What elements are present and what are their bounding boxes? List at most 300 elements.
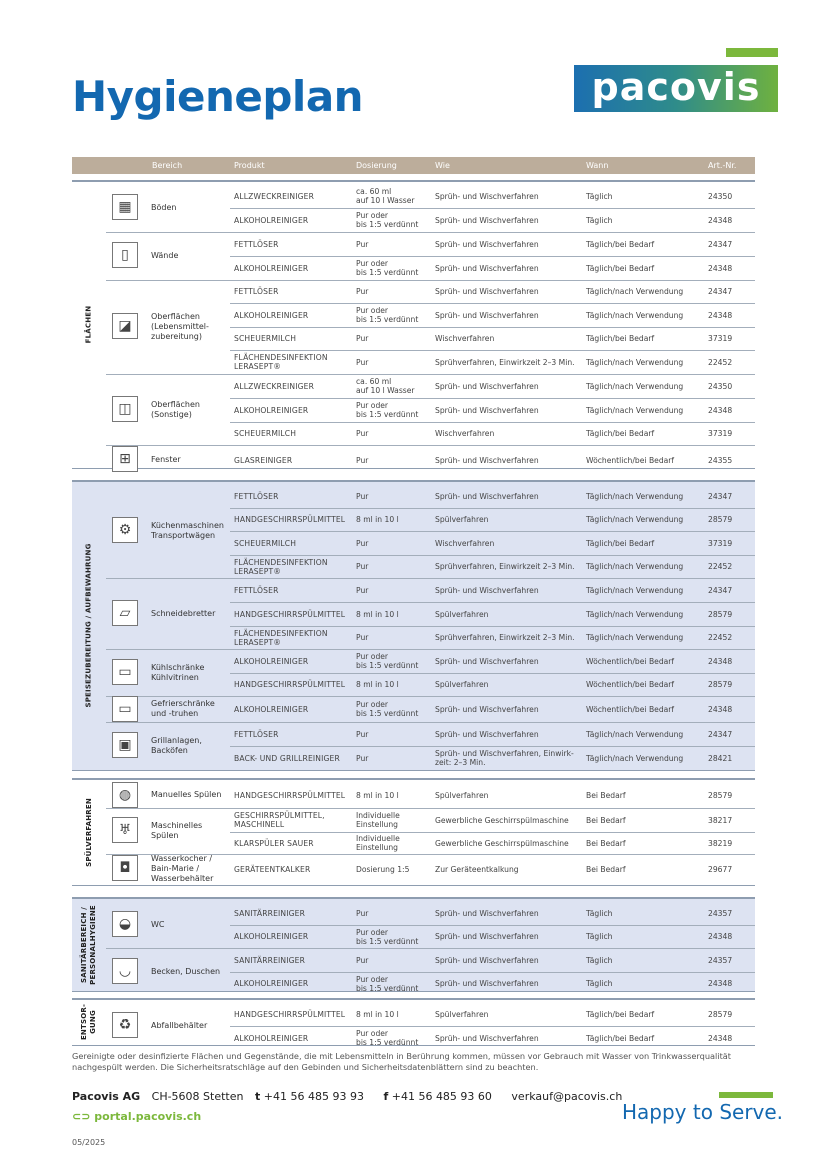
- table-row: [230, 782, 755, 808]
- dosage-cell: ca. 60 ml auf 10 l Wasser: [356, 187, 415, 205]
- section-label-text: SANITÄRBEREICH / PERSONALHYGIENE: [80, 904, 98, 985]
- area-name: Küchenmaschinen Transportwägen: [151, 521, 224, 540]
- article-number-cell: 24348: [708, 263, 733, 273]
- product-cell: BACK- UND GRILLREINIGER: [234, 753, 340, 763]
- window-icon: ⊞: [112, 446, 138, 472]
- area-name: Becken, Duschen: [151, 966, 221, 976]
- slogan-accent-bar: [719, 1092, 773, 1098]
- dosage-cell: Individuelle Einstellung: [356, 834, 400, 852]
- frequency-cell: Täglich/nach Verwendung: [586, 491, 684, 501]
- kitchen-machine-icon: ⚙: [112, 517, 138, 543]
- area-name: WC: [151, 919, 165, 929]
- dosage-cell: 8 ml in 10 l: [356, 1009, 399, 1019]
- frequency-cell: Wöchentlich/bei Bedarf: [586, 656, 675, 666]
- area-group: [106, 808, 230, 854]
- article-number-cell: 24357: [708, 908, 733, 918]
- table-row: [230, 602, 755, 626]
- product-cell: FETTLÖSER: [234, 585, 279, 595]
- frequency-cell: Täglich/nach Verwendung: [586, 562, 684, 571]
- frequency-cell: Wöchentlich/bei Bedarf: [586, 704, 675, 714]
- table-row: [230, 948, 755, 972]
- frequency-cell: Täglich: [586, 955, 613, 965]
- method-cell: Sprüh- und Wischverfahren: [435, 263, 539, 273]
- dosage-cell: Pur: [356, 908, 369, 918]
- article-number-cell: 24348: [708, 1033, 733, 1043]
- header-art-nr: Art.-Nr.: [708, 161, 737, 170]
- method-cell: Sprüh- und Wischverfahren: [435, 405, 539, 415]
- dosage-cell: Pur oder bis 1:5 verdünnt: [356, 306, 419, 324]
- dosage-cell: Pur: [356, 239, 369, 249]
- frequency-cell: Bei Bedarf: [586, 864, 626, 874]
- area-group: [106, 722, 230, 770]
- article-number-cell: 24348: [708, 405, 733, 415]
- table-row: [230, 327, 755, 350]
- table-row: [230, 280, 755, 303]
- product-cell: SCHEUERMILCH: [234, 429, 297, 438]
- article-number-cell: 24355: [708, 455, 733, 465]
- product-cell: ALKOHOLREINIGER: [234, 932, 309, 941]
- section-label-text: ENTSOR- GUNG: [80, 1003, 98, 1041]
- table-row: [230, 484, 755, 508]
- product-cell: HANDGESCHIRRSPÜLMITTEL: [234, 515, 346, 524]
- frequency-cell: Täglich/bei Bedarf: [586, 1033, 655, 1043]
- oven-icon: ▣: [112, 732, 138, 758]
- area-name: Böden: [151, 203, 177, 212]
- portal-url[interactable]: portal.pacovis.ch: [94, 1110, 202, 1123]
- product-cell: SANITÄRREINIGER: [234, 955, 306, 965]
- dosage-cell: Pur oder bis 1:5 verdünnt: [356, 974, 419, 993]
- product-cell: GLASREINIGER: [234, 455, 293, 465]
- table-row: [230, 303, 755, 327]
- method-cell: Sprüh- und Wischverfahren: [435, 656, 539, 666]
- phone-number: +41 56 485 93 93: [263, 1090, 364, 1103]
- frequency-cell: Täglich/nach Verwendung: [586, 609, 684, 619]
- product-cell: ALKOHOLREINIGER: [234, 979, 309, 988]
- article-number-cell: 28579: [708, 515, 733, 524]
- section-label: [72, 778, 106, 886]
- product-cell: GESCHIRRSPÜLMITTEL, MASCHINELL: [234, 811, 325, 829]
- method-cell: Sprühverfahren, Einwirkzeit 2–3 Min.: [435, 562, 575, 571]
- frequency-cell: Täglich: [586, 908, 613, 918]
- frequency-cell: Täglich/bei Bedarf: [586, 538, 655, 548]
- frequency-cell: Täglich/nach Verwendung: [586, 381, 684, 391]
- article-number-cell: 24347: [708, 585, 733, 595]
- table-row: [230, 578, 755, 602]
- product-cell: ALKOHOLREINIGER: [234, 656, 309, 666]
- area-group: [106, 232, 230, 280]
- table-row: [230, 232, 755, 256]
- method-cell: Sprüh- und Wischverfahren: [435, 491, 539, 501]
- article-number-cell: 38219: [708, 838, 733, 848]
- section-label: [72, 998, 106, 1046]
- article-number-cell: 24347: [708, 287, 733, 296]
- frequency-cell: Täglich/nach Verwendung: [586, 310, 684, 320]
- area-name: Oberflächen (Sonstige): [151, 399, 200, 419]
- method-cell: Sprüh- und Wischverfahren: [435, 455, 539, 465]
- product-cell: SANITÄRREINIGER: [234, 908, 306, 918]
- method-cell: Sprüh- und Wischverfahren: [435, 1033, 539, 1043]
- table-row: [230, 626, 755, 649]
- dosage-cell: Pur oder bis 1:5 verdünnt: [356, 652, 419, 670]
- header-dosierung: Dosierung: [356, 161, 397, 170]
- dosage-cell: Pur: [356, 729, 369, 739]
- dosage-cell: Pur oder bis 1:5 verdünnt: [356, 211, 419, 229]
- table-row: [230, 350, 755, 374]
- area-group: [106, 649, 230, 696]
- method-cell: Sprüh- und Wischverfahren: [435, 908, 539, 918]
- table-row: [230, 256, 755, 280]
- method-cell: Gewerbliche Geschirrspülmaschine: [435, 838, 569, 848]
- dosage-cell: Pur: [356, 753, 369, 763]
- product-cell: HANDGESCHIRRSPÜLMITTEL: [234, 1009, 346, 1019]
- fax-number: +41 56 485 93 60: [391, 1090, 492, 1103]
- area-name: Abfallbehälter: [151, 1021, 208, 1030]
- dosage-cell: Pur: [356, 334, 369, 343]
- frequency-cell: Täglich: [586, 979, 613, 988]
- area-name: Wasserkocher / Bain-Marie / Wasserbehälter: [151, 854, 214, 883]
- frequency-cell: Täglich/nach Verwendung: [586, 515, 684, 524]
- article-number-cell: 24350: [708, 191, 733, 201]
- dosage-cell: Pur: [356, 357, 369, 367]
- article-number-cell: 29677: [708, 864, 733, 874]
- frequency-cell: Wöchentlich/bei Bedarf: [586, 455, 675, 465]
- table-row: [230, 972, 755, 995]
- table-row: [230, 808, 755, 832]
- product-cell: FLÄCHENDESINFEKTION LERASEPT®: [234, 353, 328, 371]
- dosage-cell: Pur oder bis 1:5 verdünnt: [356, 259, 419, 277]
- product-cell: FETTLÖSER: [234, 729, 279, 739]
- product-cell: FLÄCHENDESINFEKTION LERASEPT®: [234, 557, 328, 576]
- product-cell: GERÄTEENTKALKER: [234, 864, 311, 874]
- dosage-cell: Dosierung 1:5: [356, 864, 410, 874]
- dosage-cell: Pur: [356, 633, 369, 642]
- article-number-cell: 28579: [708, 609, 733, 619]
- article-number-cell: 24348: [708, 215, 733, 225]
- section-label-text: SPEISEZUBEREITUNG / AUFBEWAHRUNG: [84, 543, 93, 708]
- frequency-cell: Täglich/bei Bedarf: [586, 334, 655, 343]
- frequency-cell: Täglich/bei Bedarf: [586, 263, 655, 273]
- section-label-text: SPÜLVERFAHREN: [84, 797, 93, 867]
- frequency-cell: Täglich: [586, 215, 613, 225]
- product-cell: ALKOHOLREINIGER: [234, 405, 309, 415]
- product-cell: ALLZWECKREINIGER: [234, 191, 315, 201]
- table-row: [230, 832, 755, 854]
- pacovis-logo: [574, 48, 778, 113]
- dosage-cell: Individuelle Einstellung: [356, 811, 400, 829]
- dosage-cell: Pur: [356, 429, 369, 438]
- area-group: [106, 445, 230, 475]
- area-name: Grillanlagen, Backöfen: [151, 736, 202, 755]
- frequency-cell: Bei Bedarf: [586, 790, 626, 800]
- table-row: [230, 696, 755, 722]
- area-group: [106, 374, 230, 445]
- footnote: Gereinigte oder desinfizierte Flächen und Gegenstände, die mit Lebensmitteln in Berührung kommen, müssen vor Gebrauch mit Wasser von Trinkwasserqualität nachgespült werden. Die Sicherheitsratschläge auf den Gebinden und Sicherheitsdatenblättern sind zu beachten.: [72, 1051, 732, 1072]
- method-cell: Zur Geräteentkalkung: [435, 864, 519, 874]
- frequency-cell: Täglich/nach Verwendung: [586, 729, 684, 739]
- dosage-cell: Pur: [356, 955, 369, 965]
- dosage-cell: Pur oder bis 1:5 verdünnt: [356, 700, 419, 718]
- page-title: Hygieneplan: [72, 72, 364, 121]
- product-cell: HANDGESCHIRRSPÜLMITTEL: [234, 790, 346, 800]
- article-number-cell: 28579: [708, 680, 733, 689]
- article-number-cell: 22452: [708, 633, 733, 642]
- article-number-cell: 37319: [708, 538, 733, 548]
- washbasin-icon: ◡: [112, 958, 138, 984]
- product-cell: SCHEUERMILCH: [234, 334, 297, 343]
- section: [72, 998, 755, 1046]
- section-label: [72, 180, 106, 469]
- header-wann: Wann: [586, 161, 609, 170]
- method-cell: Gewerbliche Geschirrspülmaschine: [435, 815, 569, 825]
- article-number-cell: 24347: [708, 729, 733, 739]
- cutting-board-icon: ▱: [112, 600, 138, 626]
- table-row: [230, 184, 755, 208]
- method-cell: Sprüh- und Wischverfahren: [435, 215, 539, 225]
- article-number-cell: 24347: [708, 239, 733, 249]
- company-name: Pacovis AG: [72, 1090, 141, 1103]
- article-number-cell: 24350: [708, 381, 733, 391]
- area-name: Schneidebretter: [151, 608, 216, 618]
- fridge-icon: ▭: [112, 659, 138, 685]
- table-header: [72, 157, 755, 174]
- section-top-rule: [72, 180, 755, 182]
- link-icon: ⊂⊃: [72, 1110, 91, 1123]
- method-cell: Wischverfahren: [435, 538, 495, 548]
- table-row: [230, 1002, 755, 1026]
- frequency-cell: Täglich/bei Bedarf: [586, 239, 655, 249]
- header-produkt: Produkt: [234, 161, 265, 170]
- table-row: [230, 445, 755, 475]
- logo-accent-bar: [726, 48, 778, 57]
- freezer-icon: ▭: [112, 696, 138, 722]
- section: [72, 897, 755, 992]
- product-cell: ALKOHOLREINIGER: [234, 1033, 309, 1043]
- frequency-cell: Täglich/bei Bedarf: [586, 1009, 655, 1019]
- product-cell: ALKOHOLREINIGER: [234, 263, 309, 273]
- phone-label: t: [254, 1090, 261, 1103]
- area-group: [106, 280, 230, 374]
- article-number-cell: 37319: [708, 334, 733, 343]
- area-group: [106, 484, 230, 578]
- article-number-cell: 24357: [708, 955, 733, 965]
- glass-plate-icon: ♅: [112, 817, 138, 843]
- area-name: Manuelles Spülen: [151, 790, 222, 799]
- dosage-cell: 8 ml in 10 l: [356, 515, 399, 524]
- table-row: [230, 422, 755, 445]
- frequency-cell: Täglich/nach Verwendung: [586, 585, 684, 595]
- article-number-cell: 22452: [708, 562, 733, 571]
- dosage-cell: Pur: [356, 585, 369, 595]
- section-top-rule: [72, 778, 755, 780]
- area-name: Oberflächen (Lebensmittel- zubereitung): [151, 312, 209, 341]
- table-row: [230, 508, 755, 531]
- method-cell: Sprüh- und Wischverfahren: [435, 381, 539, 391]
- product-cell: FLÄCHENDESINFEKTION LERASEPT®: [234, 628, 328, 647]
- article-number-cell: 24348: [708, 704, 733, 714]
- table-row: [230, 722, 755, 746]
- method-cell: Sprüh- und Wischverfahren: [435, 729, 539, 739]
- frequency-cell: Bei Bedarf: [586, 838, 626, 848]
- table-row: [230, 854, 755, 884]
- frequency-cell: Täglich/nach Verwendung: [586, 287, 684, 296]
- dosage-cell: 8 ml in 10 l: [356, 790, 399, 800]
- section-label-text: FLÄCHEN: [84, 305, 93, 344]
- frequency-cell: Täglich/nach Verwendung: [586, 753, 684, 763]
- article-number-cell: 38217: [708, 815, 733, 825]
- frequency-cell: Täglich: [586, 191, 613, 201]
- product-cell: ALKOHOLREINIGER: [234, 310, 309, 320]
- area-group: [106, 854, 230, 884]
- area-group: [106, 948, 230, 995]
- footer-contact: [72, 1090, 630, 1103]
- area-group: [106, 1002, 230, 1050]
- frequency-cell: Täglich: [586, 932, 613, 941]
- section-top-rule: [72, 897, 755, 899]
- method-cell: Sprüh- und Wischverfahren: [435, 191, 539, 201]
- toilet-icon: ◒: [112, 911, 138, 937]
- table-row: [230, 1026, 755, 1050]
- area-group: [106, 901, 230, 948]
- method-cell: Sprüh- und Wischverfahren: [435, 704, 539, 714]
- dosage-cell: Pur oder bis 1:5 verdünnt: [356, 401, 419, 419]
- product-cell: SCHEUERMILCH: [234, 538, 297, 548]
- portal-link[interactable]: [72, 1110, 201, 1123]
- frequency-cell: Wöchentlich/bei Bedarf: [586, 680, 675, 689]
- email-link[interactable]: verkauf@pacovis.ch: [511, 1090, 623, 1103]
- product-cell: FETTLÖSER: [234, 239, 279, 249]
- dosage-cell: Pur oder bis 1:5 verdünnt: [356, 927, 419, 946]
- wall-door-icon: ▯: [112, 242, 138, 268]
- product-cell: HANDGESCHIRRSPÜLMITTEL: [234, 609, 346, 619]
- logo-text: pacovis: [591, 64, 761, 109]
- counter-surface-icon: ◫: [112, 396, 138, 422]
- table-row: [230, 398, 755, 422]
- method-cell: Sprüh- und Wischverfahren: [435, 979, 539, 988]
- area-name: Wände: [151, 251, 179, 260]
- frequency-cell: Bei Bedarf: [586, 815, 626, 825]
- method-cell: Spülverfahren: [435, 1009, 489, 1019]
- article-number-cell: 24348: [708, 656, 733, 666]
- article-number-cell: 24348: [708, 979, 733, 988]
- area-name: Kühlschränke Kühlvitrinen: [151, 662, 205, 682]
- article-number-cell: 28421: [708, 753, 733, 763]
- section-label: [72, 480, 106, 771]
- product-cell: FETTLÖSER: [234, 287, 279, 296]
- table-row: [230, 208, 755, 232]
- frequency-cell: Täglich/bei Bedarf: [586, 429, 655, 438]
- header-wie: Wie: [435, 161, 450, 170]
- product-cell: ALLZWECKREINIGER: [234, 381, 315, 391]
- document-date: 05/2025: [72, 1138, 106, 1147]
- method-cell: Sprüh- und Wischverfahren: [435, 239, 539, 249]
- method-cell: Sprüh- und Wischverfahren: [435, 287, 539, 296]
- frequency-cell: Täglich/nach Verwendung: [586, 357, 684, 367]
- header-bereich: Bereich: [152, 161, 183, 170]
- table-row: [230, 746, 755, 770]
- kettle-icon: ◘: [112, 855, 138, 881]
- section: [72, 480, 755, 771]
- method-cell: Sprüh- und Wischverfahren, Einwirk- zeit: 2–3 Min.: [435, 749, 574, 767]
- dosage-cell: Pur oder bis 1:5 verdünnt: [356, 1029, 419, 1047]
- method-cell: Sprühverfahren, Einwirkzeit 2–3 Min.: [435, 357, 575, 367]
- product-cell: KLARSPÜLER SAUER: [234, 838, 314, 848]
- table-row: [230, 901, 755, 925]
- fax-label: f: [383, 1090, 389, 1103]
- area-group: [106, 184, 230, 232]
- slogan: Happy to Serve.: [622, 1100, 784, 1124]
- method-cell: Wischverfahren: [435, 334, 495, 343]
- dosage-cell: ca. 60 ml auf 10 l Wasser: [356, 377, 415, 395]
- dosage-cell: Pur: [356, 287, 369, 296]
- floor-tiles-icon: ▦: [112, 194, 138, 220]
- article-number-cell: 24348: [708, 932, 733, 941]
- area-name: Fenster: [151, 455, 181, 464]
- frequency-cell: Täglich/nach Verwendung: [586, 633, 684, 642]
- dosage-cell: Pur: [356, 455, 369, 465]
- method-cell: Spülverfahren: [435, 609, 489, 619]
- article-number-cell: 28579: [708, 790, 733, 800]
- article-number-cell: 37319: [708, 429, 733, 438]
- section-top-rule: [72, 480, 755, 482]
- section-bottom-rule: [72, 885, 755, 886]
- area-name: Maschinelles Spülen: [151, 821, 203, 840]
- dosage-cell: Pur: [356, 538, 369, 548]
- section-label: [72, 897, 106, 992]
- food-surface-icon: ◪: [112, 313, 138, 339]
- table-row: [230, 374, 755, 398]
- article-number-cell: 22452: [708, 357, 733, 367]
- area-group: [106, 696, 230, 722]
- method-cell: Wischverfahren: [435, 429, 495, 438]
- table-row: [230, 673, 755, 696]
- table-row: [230, 649, 755, 673]
- area-group: [106, 578, 230, 649]
- method-cell: Spülverfahren: [435, 680, 489, 689]
- dosage-cell: Pur: [356, 491, 369, 501]
- dosage-cell: 8 ml in 10 l: [356, 680, 399, 689]
- section-bottom-rule: [72, 770, 755, 771]
- frequency-cell: Täglich/nach Verwendung: [586, 405, 684, 415]
- product-cell: HANDGESCHIRRSPÜLMITTEL: [234, 680, 346, 689]
- section-top-rule: [72, 998, 755, 1000]
- dosage-cell: Pur: [356, 562, 369, 571]
- section: [72, 180, 755, 469]
- product-cell: FETTLÖSER: [234, 491, 279, 501]
- method-cell: Sprüh- und Wischverfahren: [435, 955, 539, 965]
- method-cell: Sprüh- und Wischverfahren: [435, 310, 539, 320]
- method-cell: Sprüh- und Wischverfahren: [435, 585, 539, 595]
- article-number-cell: 28579: [708, 1009, 733, 1019]
- table-row: [230, 925, 755, 948]
- method-cell: Sprüh- und Wischverfahren: [435, 932, 539, 941]
- method-cell: Spülverfahren: [435, 515, 489, 524]
- dosage-cell: 8 ml in 10 l: [356, 609, 399, 619]
- section: [72, 778, 755, 886]
- article-number-cell: 24347: [708, 491, 733, 501]
- method-cell: Spülverfahren: [435, 790, 489, 800]
- logo-box: [574, 65, 778, 112]
- article-number-cell: 24348: [708, 310, 733, 320]
- waste-bin-icon: ♻: [112, 1012, 138, 1038]
- area-name: Gefrierschränke und -truhen: [151, 699, 215, 718]
- product-cell: ALKOHOLREINIGER: [234, 215, 309, 225]
- table-row: [230, 531, 755, 555]
- area-group: [106, 782, 230, 808]
- product-cell: ALKOHOLREINIGER: [234, 704, 309, 714]
- sink-dishes-icon: ◍: [112, 782, 138, 808]
- table-row: [230, 555, 755, 578]
- company-address: CH-5608 Stetten: [151, 1090, 244, 1103]
